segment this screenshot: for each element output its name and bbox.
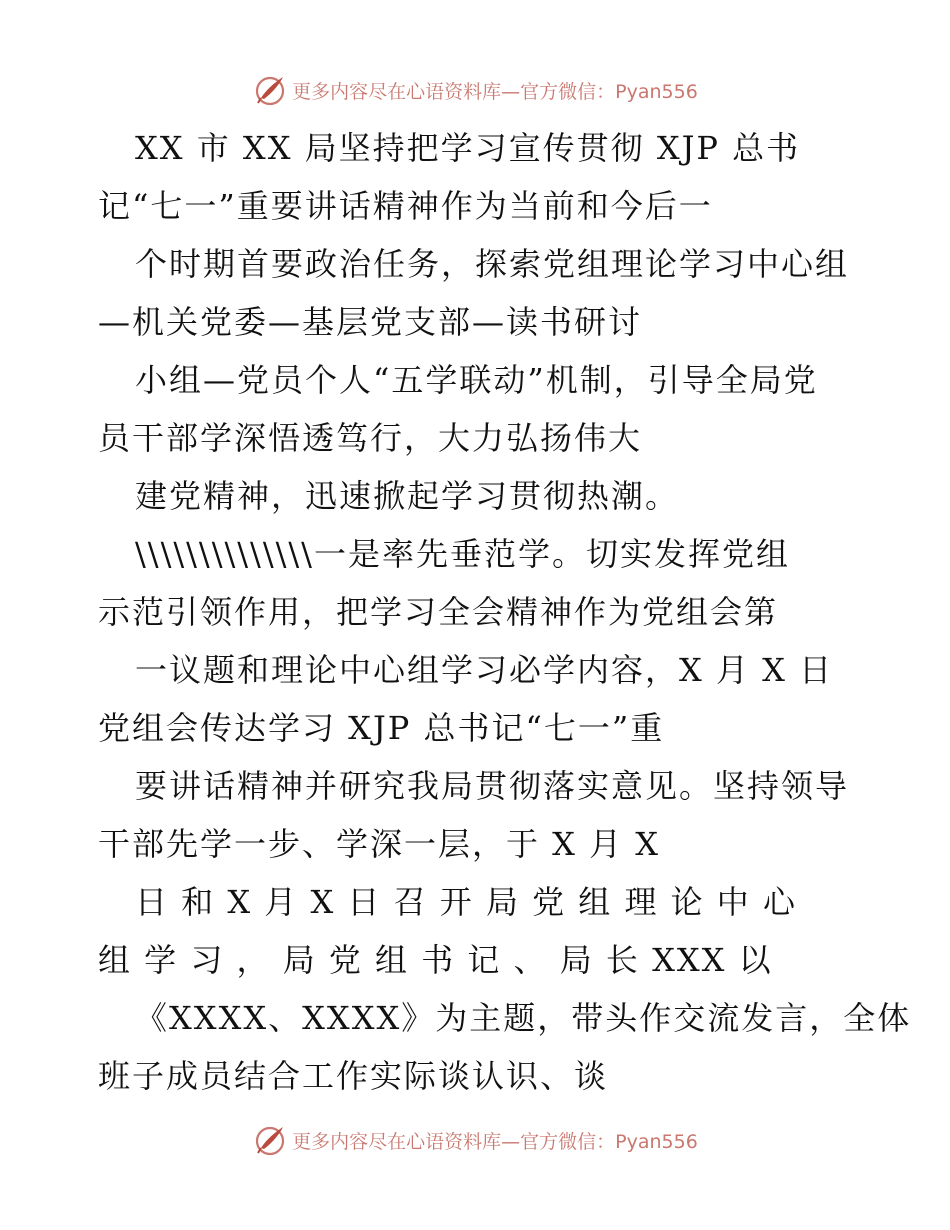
paragraph-line: XX 市 XX 局坚持把学习宣传贯彻 XJP 总书 bbox=[135, 129, 801, 167]
paragraph-line: 一议题和理论中心组学习必学内容，X 月 X 日 bbox=[135, 651, 834, 689]
paragraph-line: 组 学 习 ， 局 党 组 书 记 、 局 长 XXX 以 bbox=[98, 941, 773, 979]
paragraph-line: 《XXXX、XXXX》为主题，带头作交流发言，全体 bbox=[135, 999, 912, 1037]
paragraph-line: 班子成员结合工作实际谈认识、谈 bbox=[98, 1057, 609, 1095]
feather-pen-icon bbox=[252, 1122, 288, 1158]
footer-watermark-text: 更多内容尽在心语资料库—官方微信：Pyan556 bbox=[292, 1130, 698, 1153]
paragraph-line: \\\\\\\\\\\\\\一是率先垂范学。切实发挥党组 bbox=[135, 535, 790, 573]
paragraph-line: 党组会传达学习 XJP 总书记“七一”重 bbox=[98, 709, 665, 747]
footer-watermark bbox=[0, 1118, 950, 1162]
feather-pen-icon bbox=[252, 72, 288, 108]
paragraph-line: 个时期首要政治任务，探索党组理论学习中心组 bbox=[135, 245, 850, 283]
paragraph-line: 建党精神，迅速掀起学习贯彻热潮。 bbox=[135, 477, 680, 515]
paragraph-line: —机关党委—基层党支部—读书研讨 bbox=[98, 303, 643, 341]
paragraph-line: 示范引领作用，把学习全会精神作为党组会第 bbox=[98, 593, 779, 631]
paragraph-line: 小组—党员个人“五学联动”机制，引导全局党 bbox=[135, 361, 818, 399]
header-watermark-text: 更多内容尽在心语资料库—官方微信：Pyan556 bbox=[292, 80, 698, 103]
paragraph-line: 员干部学深悟透笃行，大力弘扬伟大 bbox=[98, 419, 643, 457]
paragraph-line: 日 和 X 月 X 日 召 开 局 党 组 理 论 中 心 bbox=[135, 883, 797, 921]
paragraph-line: 记“七一”重要讲话精神作为当前和今后一 bbox=[98, 187, 713, 225]
header-watermark bbox=[0, 68, 950, 112]
paragraph-line: 要讲话精神并研究我局贯彻落实意见。坚持领导 bbox=[135, 767, 850, 805]
paragraph-line: 干部先学一步、学深一层，于 X 月 X bbox=[98, 825, 661, 863]
